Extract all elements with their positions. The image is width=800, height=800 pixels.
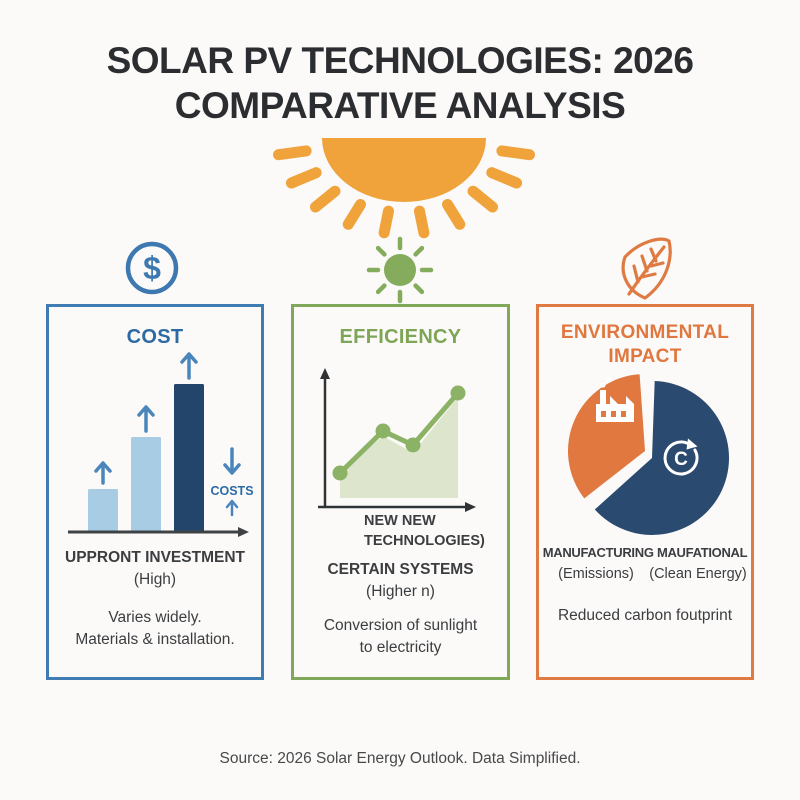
dollar-glyph: $: [143, 250, 161, 286]
efficiency-subtitle-line1: CERTAIN SYSTEMS: [327, 561, 474, 578]
recycle-glyph: C: [674, 449, 688, 470]
environment-header-line1: ENVIRONMENTAL: [560, 322, 730, 343]
page-title-line2: COMPARATIVE ANALYSIS: [174, 85, 626, 127]
cost-body-line1: Varies widely.: [108, 609, 202, 626]
environment-body: Reduced carbon foutprint: [557, 607, 733, 624]
cost-body: [49, 607, 261, 652]
environment-subtitle: MANUFACTURING MAUFATIONAL: [542, 545, 748, 560]
environment-header-line2: IMPACT: [608, 345, 682, 367]
clean-energy-label: (Clean Energy): [649, 566, 747, 582]
efficiency-chart-caption: [364, 511, 485, 552]
source-note: Source: 2026 Solar Energy Outlook. Data Simplified.: [219, 750, 581, 767]
page-title: [0, 38, 800, 128]
efficiency-subtitle: [294, 559, 507, 602]
efficiency-body-line2: to electricity: [359, 639, 442, 657]
cost-subtitle-line1: UPPRONT INVESTMENT: [65, 549, 245, 566]
cost-body-line2: Materials & installation.: [75, 631, 235, 649]
page-title-line1: SOLAR PV TECHNOLOGIES: 2026: [106, 40, 694, 81]
emissions-label: (Emissions): [558, 566, 634, 582]
cost-header: COST: [126, 326, 184, 348]
y-axis-arrowhead: [320, 368, 330, 379]
bar-2: [131, 437, 161, 532]
efficiency-line-chart: [308, 363, 494, 519]
caption-line1: NEW NEW: [364, 513, 436, 529]
dollar-circle-icon: [120, 236, 184, 300]
cost-subtitle-line2: (High): [133, 570, 177, 588]
x-axis-arrowhead: [238, 527, 249, 537]
small-up-arrow-icon: [227, 501, 237, 515]
leaf-icon: [612, 230, 682, 305]
efficiency-header: EFFICIENCY: [339, 326, 462, 348]
sun-illustration: [264, 128, 544, 248]
sun-icon: [365, 235, 435, 305]
environment-pie-chart: [551, 369, 745, 541]
bar-3: [174, 384, 204, 532]
panel-cost: [46, 304, 264, 680]
environment-header: [539, 321, 751, 369]
down-arrow-icon: [225, 449, 239, 473]
efficiency-body: [294, 615, 507, 660]
efficiency-body-line1: Conversion of sunlight: [323, 617, 478, 634]
caption-line2: TECHNOLOGIES): [364, 533, 485, 550]
costs-label: COSTS: [210, 484, 254, 498]
panel-efficiency: [291, 304, 510, 680]
cost-bar-chart: [61, 351, 255, 543]
cost-subtitle: [49, 547, 261, 590]
efficiency-subtitle-line2: (Higher n): [366, 582, 435, 600]
panel-environmental-impact: [536, 304, 754, 680]
bar-1: [88, 489, 118, 532]
